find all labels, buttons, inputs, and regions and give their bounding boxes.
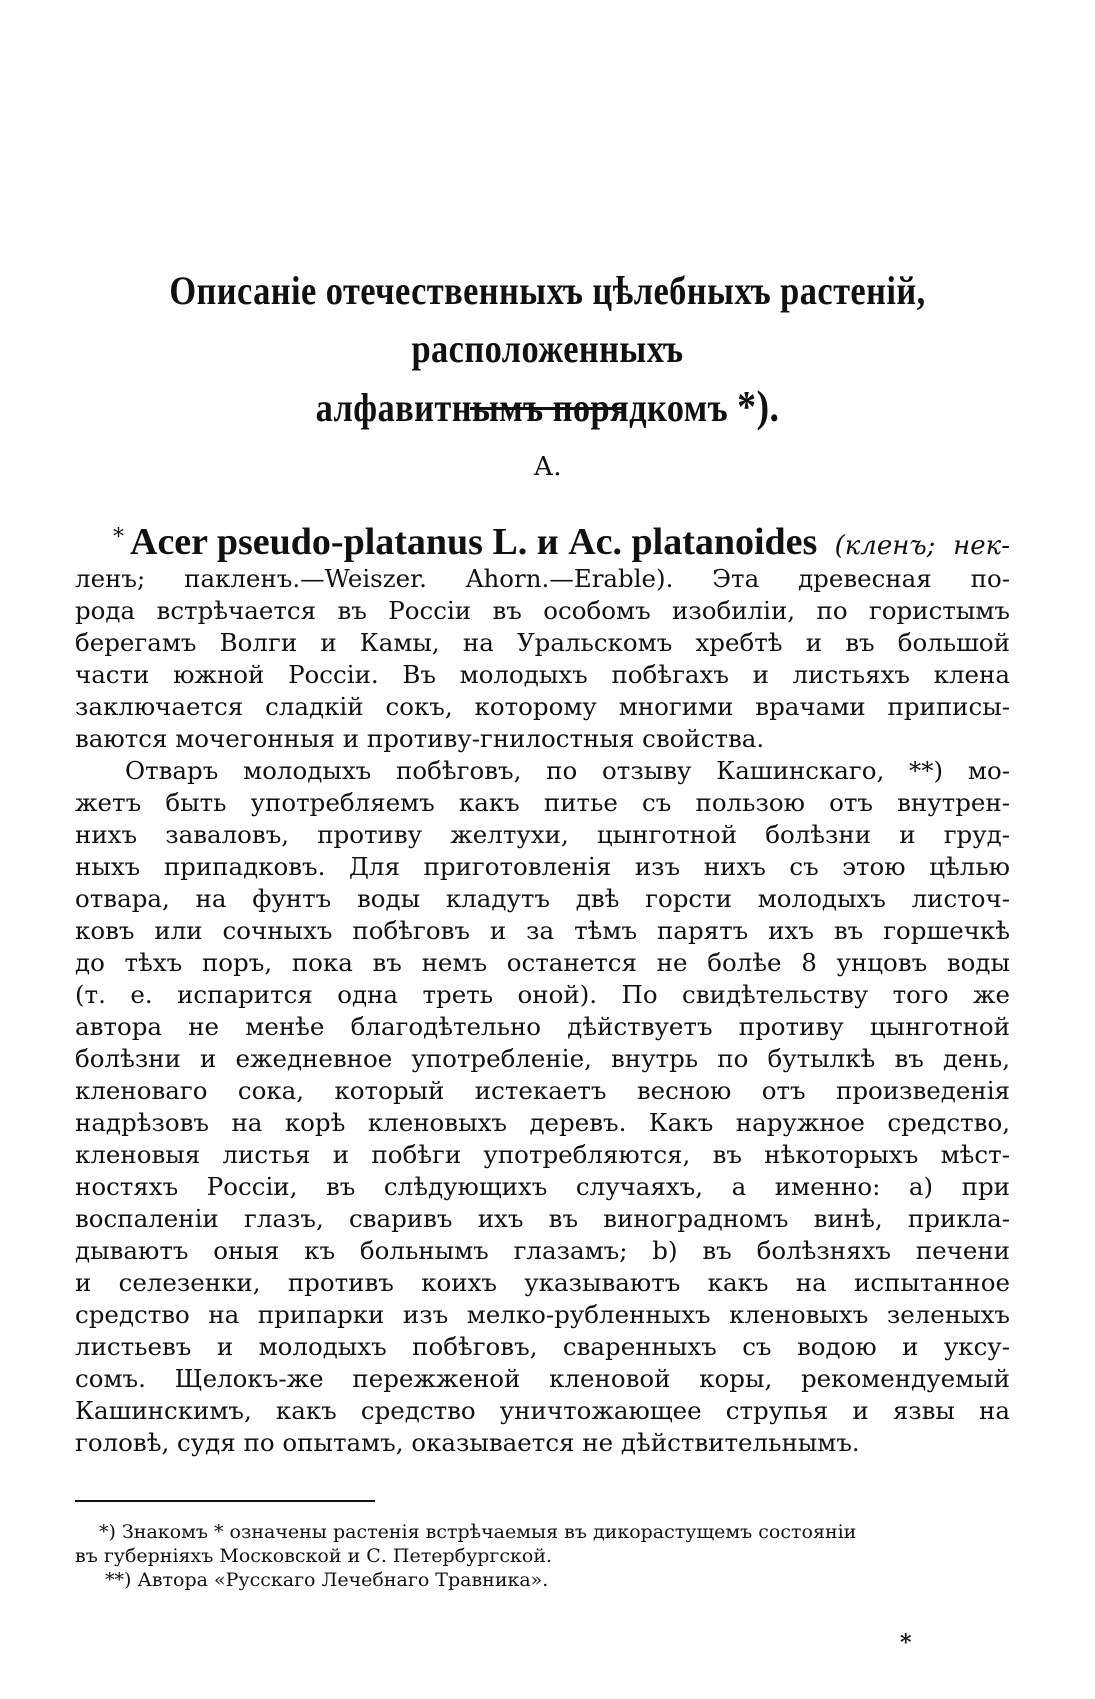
text-line: листьевъ и молодыхъ побѣговъ, сваренныхъ съ водою и уксу- [75, 1332, 1010, 1361]
text-line: ленъ; пакленъ.—Weiszer. Ahorn.—Erable). Эта древесная по- [75, 564, 1010, 593]
text-line: до тѣхъ поръ, пока въ немъ останется не болѣе 8 унцовъ воды [75, 948, 1010, 977]
footnote-divider [75, 1500, 375, 1502]
title-footnote-ref: *). [737, 382, 780, 431]
text-line: кленоваго сока, который истекаетъ весною отъ произведенія [75, 1076, 1010, 1105]
text-line: ваются мочегонныя и противу-гнилостныя свойства. [75, 724, 765, 753]
title-divider [470, 407, 623, 410]
common-names-start: (кленъ; нек- [834, 531, 1010, 561]
text-line: болѣзни и ежедневное употребленіе, внутрь по бутылкѣ въ день, [75, 1044, 1010, 1073]
text-line: заключается сладкій сокъ, которому многими врачами приписы- [75, 692, 1010, 721]
text-line: отвара, на фунтъ воды кладутъ двѣ горсти молодыхъ листоч- [75, 884, 1010, 913]
text-line: воспаленіи глазъ, сваривъ ихъ въ виноградномъ винѣ, прикла- [75, 1204, 1010, 1233]
entry-heading-line [75, 513, 1010, 563]
footnotes [75, 1520, 1010, 1592]
text-line: ныхъ припадковъ. Для приготовленія изъ нихъ съ этою цѣлью [75, 852, 1010, 881]
text-line: нихъ заваловъ, противу желтухи, цынготной болѣзни и груд- [75, 820, 1010, 849]
page-title [128, 262, 967, 437]
text-line: автора не менѣе благодѣтельно дѣйствуетъ противу цынготной [75, 1012, 1010, 1041]
text-line: ковъ или сочныхъ побѣговъ и за тѣмъ парятъ ихъ въ горшечкѣ [75, 916, 1010, 945]
text-line: Кашинскимъ, какъ средство уничтожающее струпья и язвы на [75, 1396, 1010, 1425]
title-line-2-text: алфавитнымъ порядкомъ [315, 385, 729, 430]
text-line: рода встрѣчается въ Россіи въ особомъ изобиліи, по гористымъ [75, 596, 1010, 625]
text-line: Отваръ молодыхъ побѣговъ, по отзыву Кашинскаго, **) мо- [125, 756, 1010, 785]
latin-name: Acer pseudo-platanus L. и Ac. platanoides [130, 521, 818, 563]
text-line: части южной Россіи. Въ молодыхъ побѣгахъ и листьяхъ клена [75, 660, 1010, 689]
entry-acer [75, 513, 1010, 1459]
text-line: и селезенки, противъ коихъ указываютъ какъ на испытанное [75, 1268, 1010, 1297]
text-line: жетъ быть употребляемъ какъ питье съ пользою отъ внутрен- [75, 788, 1010, 817]
title-line-1: Описаніе отечественныхъ цѣлебныхъ растеній, расположенныхъ [169, 268, 926, 371]
text-line: средство на припарки изъ мелко-рубленныхъ кленовыхъ зеленыхъ [75, 1300, 1010, 1329]
text-line: головѣ, судя по опытамъ, оказывается не дѣйствительнымъ. [75, 1428, 860, 1457]
footnote-2: **) Автора «Русскаго Лечебнаго Травника». [105, 1569, 549, 1591]
footnote-1: *) Знакомъ * означены растенія встрѣчаемыя въ дикорастущемъ состояніи [99, 1521, 857, 1543]
section-letter: А. [533, 452, 562, 482]
footnote-1-continued: въ губерніяхъ Московской и С. Петербургской. [75, 1545, 553, 1567]
text-line: дываютъ оныя къ больнымъ глазамъ; b) въ болѣзняхъ печени [75, 1236, 1010, 1265]
text-line: кленовыя листья и побѣги употребляются, въ нѣкоторыхъ мѣст- [75, 1140, 1010, 1169]
text-line: (т. е. испарится одна треть оной). По свидѣтельству того же [75, 980, 1010, 1009]
text-line: надрѣзовъ на корѣ кленовыхъ деревъ. Какъ наружное средство, [75, 1108, 1010, 1137]
text-line: сомъ. Щелокъ-же пережженой кленовой коры, рекомендуемый [75, 1364, 1010, 1393]
text-line: ностяхъ Россіи, въ слѣдующихъ случаяхъ, а именно: а) при [75, 1172, 1010, 1201]
text-line: берегамъ Волги и Камы, на Уральскомъ хребтѣ и въ большой [75, 628, 1010, 657]
signature-mark: * [900, 1630, 912, 1656]
wild-plant-marker: * [113, 525, 124, 550]
